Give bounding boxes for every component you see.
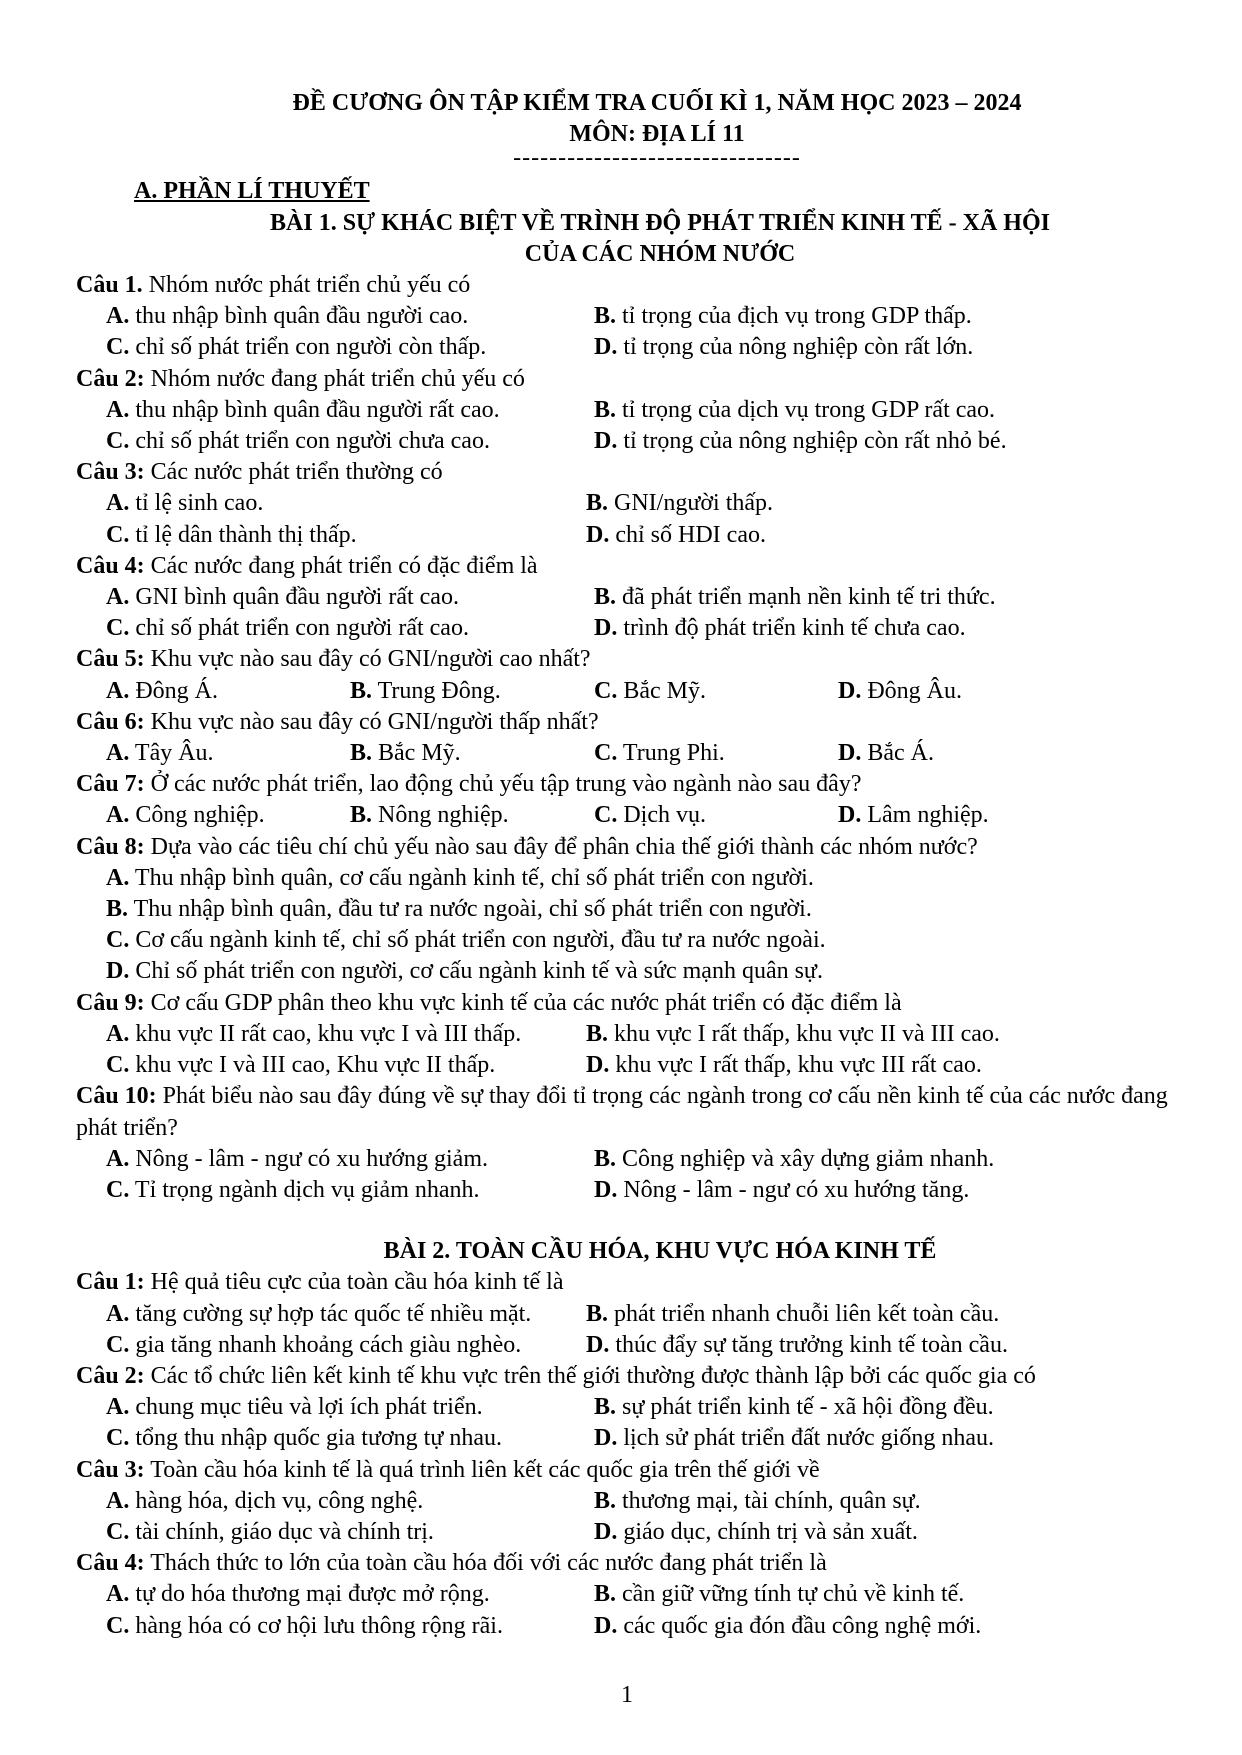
answer-options [76, 1486, 1182, 1548]
answer-option [106, 676, 350, 707]
question-label: Câu 7: [76, 771, 145, 798]
question-1 [76, 1267, 1182, 1298]
option-letter: D. [586, 1052, 610, 1079]
question-text: Ở các nước phát triển, lao động chủ yếu tập trung vào ngành nào sau đây? [144, 771, 862, 798]
answer-option [106, 1299, 586, 1330]
answer-option [594, 426, 1182, 457]
question-8 [76, 832, 1182, 863]
answer-option [594, 301, 1182, 332]
option-text: Dịch vụ. [617, 802, 706, 829]
question-label: Câu 6: [76, 708, 145, 735]
answer-option [106, 1611, 594, 1642]
option-letter: C. [106, 334, 130, 361]
question-9 [76, 988, 1182, 1019]
option-text: chỉ số phát triển con người chưa cao. [129, 428, 490, 455]
answer-option [838, 738, 1182, 769]
option-text: chỉ số HDI cao. [609, 521, 766, 548]
option-text: tỉ trọng của dịch vụ trong GDP rất cao. [616, 396, 996, 423]
answer-option [594, 582, 1182, 613]
option-text: Công nghiệp và xây dựng giảm nhanh. [616, 1145, 995, 1172]
title-separator: -------------------------------- [513, 145, 801, 172]
option-text: tỉ lệ dân thành thị thấp. [129, 521, 357, 548]
answer-option [106, 426, 594, 457]
answer-option [586, 1050, 1182, 1081]
option-text: Nông - lâm - ngư có xu hướng tăng. [617, 1176, 970, 1203]
answer-option [106, 395, 594, 426]
option-text: khu vực I và III cao, Khu vực II thấp. [129, 1052, 496, 1079]
option-letter: D. [594, 1425, 618, 1452]
question-label: Câu 3: [76, 1456, 145, 1483]
option-letter: C. [106, 428, 130, 455]
answer-option [594, 800, 838, 831]
option-letter: C. [106, 615, 130, 642]
question-text: Khu vực nào sau đây có GNI/người thấp nhất? [144, 708, 599, 735]
option-letter: C. [106, 927, 130, 954]
option-letter: A. [106, 802, 130, 829]
answer-options [76, 738, 1182, 769]
question-label: Câu 5: [76, 646, 145, 673]
option-letter: A. [106, 677, 130, 704]
answer-option [106, 1423, 594, 1454]
option-letter: B. [594, 1394, 617, 1421]
option-text: tài chính, giáo dục và chính trị. [129, 1518, 434, 1545]
option-text: Trung Phi. [617, 740, 725, 767]
answer-option [106, 925, 1182, 956]
question-6 [76, 707, 1182, 738]
option-text: các quốc gia đón đầu công nghệ mới. [617, 1612, 982, 1639]
answer-option [106, 301, 594, 332]
answer-option [594, 613, 1182, 644]
answer-option [594, 1579, 1182, 1610]
answer-option [106, 1330, 586, 1361]
option-text: tỉ trọng của nông nghiệp còn rất nhỏ bé. [617, 428, 1007, 455]
option-letter: A. [106, 740, 130, 767]
option-letter: A. [106, 584, 130, 611]
answer-option [106, 332, 594, 363]
option-text: Thu nhập bình quân, cơ cấu ngành kinh tế, chỉ số phát triển con người. [129, 864, 814, 891]
option-text: lịch sử phát triển đất nước giống nhau. [617, 1425, 994, 1452]
answer-option [350, 800, 594, 831]
option-letter: C. [106, 1612, 130, 1639]
answer-option [594, 1486, 1182, 1517]
lesson-2-title: BÀI 2. TOÀN CẦU HÓA, KHU VỰC HÓA KINH TẾ [383, 1238, 937, 1265]
answer-option [106, 1175, 594, 1206]
option-text: hàng hóa, dịch vụ, công nghệ. [129, 1487, 424, 1514]
option-text: GNI/người thấp. [608, 490, 774, 517]
answer-option [106, 1517, 594, 1548]
question-text: Thách thức to lớn của toàn cầu hóa đối với các nước đang phát triển là [144, 1550, 827, 1577]
answer-option [594, 1144, 1182, 1175]
answer-option [838, 676, 1182, 707]
option-text: tổng thu nhập quốc gia tương tự nhau. [129, 1425, 502, 1452]
option-text: Công nghiệp. [129, 802, 265, 829]
option-letter: A. [106, 1394, 130, 1421]
page-number: 1 [621, 1682, 633, 1708]
option-letter: B. [594, 584, 617, 611]
option-letter: A. [106, 396, 130, 423]
option-text: tỉ trọng của địch vụ trong GDP thấp. [616, 303, 972, 330]
option-text: thương mại, tài chính, quân sự. [616, 1487, 921, 1514]
answer-option [586, 520, 1182, 551]
question-text: Các nước đang phát triển có đặc điểm là [144, 552, 538, 579]
option-letter: A. [106, 1581, 130, 1608]
option-text: thu nhập bình quân đầu người cao. [129, 303, 469, 330]
option-letter: D. [594, 428, 618, 455]
answer-option [106, 738, 350, 769]
question-text: Khu vực nào sau đây có GNI/người cao nhất? [144, 646, 591, 673]
option-letter: D. [838, 740, 862, 767]
answer-option [594, 1517, 1182, 1548]
option-letter: A. [106, 303, 130, 330]
answer-options [76, 1299, 1182, 1361]
question-3 [76, 1455, 1182, 1486]
option-letter: D. [594, 615, 618, 642]
option-letter: B. [594, 1487, 617, 1514]
option-text: Đông Á. [129, 677, 219, 704]
answer-options [76, 863, 1182, 988]
option-letter: A. [106, 490, 130, 517]
option-text: Chỉ số phát triển con người, cơ cấu ngành kinh tế và sức mạnh quân sự. [129, 958, 823, 985]
option-text: khu vực I rất thấp, khu vực II và III cao. [608, 1020, 1000, 1047]
option-letter: D. [586, 1331, 610, 1358]
option-letter: C. [594, 677, 618, 704]
option-letter: B. [594, 303, 617, 330]
answer-option [586, 488, 1182, 519]
question-text: Hệ quả tiêu cực của toàn cầu hóa kinh tế là [144, 1269, 564, 1296]
answer-option [350, 676, 594, 707]
question-label: Câu 9: [76, 989, 145, 1016]
answer-options [76, 1144, 1182, 1206]
option-letter: D. [594, 334, 618, 361]
answer-option [594, 1175, 1182, 1206]
question-3 [76, 457, 1182, 488]
answer-option [106, 1050, 586, 1081]
option-text: Bắc Mỹ. [617, 677, 706, 704]
option-letter: C. [106, 1331, 130, 1358]
question-label: Câu 8: [76, 833, 145, 860]
answer-options [76, 676, 1182, 707]
question-label: Câu 4: [76, 1550, 145, 1577]
answer-option [106, 800, 350, 831]
option-letter: D. [838, 802, 862, 829]
option-text: giáo dục, chính trị và sản xuất. [617, 1518, 918, 1545]
option-letter: C. [594, 740, 618, 767]
option-text: hàng hóa có cơ hội lưu thông rộng rãi. [129, 1612, 503, 1639]
answer-option [594, 1392, 1182, 1423]
question-4 [76, 551, 1182, 582]
answer-option [106, 956, 1182, 987]
option-text: Tỉ trọng ngành dịch vụ giảm nhanh. [129, 1176, 480, 1203]
option-letter: B. [106, 896, 129, 923]
option-text: Nông - lâm - ngư có xu hướng giảm. [129, 1145, 488, 1172]
answer-option [106, 894, 1182, 925]
option-letter: D. [594, 1612, 618, 1639]
question-text: Các nước phát triển thường có [144, 459, 443, 486]
answer-option [586, 1019, 1182, 1050]
answer-option [586, 1330, 1182, 1361]
answer-option [106, 582, 594, 613]
answer-option [594, 676, 838, 707]
question-label: Câu 3: [76, 459, 145, 486]
answer-options [76, 1019, 1182, 1081]
option-text: tự do hóa thương mại được mở rộng. [129, 1581, 490, 1608]
option-letter: B. [350, 740, 373, 767]
option-letter: D. [838, 677, 862, 704]
option-letter: C. [106, 1518, 130, 1545]
answer-option [594, 1611, 1182, 1642]
question-4 [76, 1548, 1182, 1579]
answer-option [586, 1299, 1182, 1330]
answer-options [76, 1392, 1182, 1454]
subject-title: MÔN: ĐỊA LÍ 11 [569, 121, 745, 148]
question-2 [76, 1361, 1182, 1392]
option-text: thu nhập bình quân đầu người rất cao. [129, 396, 500, 423]
option-text: gia tăng nhanh khoảng cách giàu nghèo. [129, 1331, 522, 1358]
option-letter: A. [106, 1300, 130, 1327]
answer-options [76, 1579, 1182, 1641]
lesson-1-questions [76, 270, 1182, 1206]
option-letter: C. [594, 802, 618, 829]
option-text: tỉ trọng của nông nghiệp còn rất lớn. [617, 334, 974, 361]
option-text: trình độ phát triển kinh tế chưa cao. [617, 615, 966, 642]
lesson-1-title-line1: BÀI 1. SỰ KHÁC BIỆT VỀ TRÌNH ĐỘ PHÁT TRIỂN KINH TẾ - XÃ HỘI [270, 209, 1050, 236]
option-letter: B. [586, 490, 609, 517]
answer-option [350, 738, 594, 769]
option-text: Bắc Á. [861, 740, 934, 767]
option-letter: B. [350, 677, 373, 704]
option-text: thúc đẩy sự tăng trưởng kinh tế toàn cầu. [609, 1331, 1008, 1358]
question-1 [76, 270, 1182, 301]
answer-option [106, 1019, 586, 1050]
option-text: cần giữ vững tính tự chủ về kinh tế. [616, 1581, 965, 1608]
option-letter: A. [106, 1487, 130, 1514]
answer-options [76, 800, 1182, 831]
option-letter: B. [594, 1581, 617, 1608]
answer-option [106, 1144, 594, 1175]
answer-option [106, 520, 586, 551]
question-text: Dựa vào các tiêu chí chủ yếu nào sau đây để phân chia thế giới thành các nhóm nước? [144, 833, 978, 860]
answer-option [594, 1423, 1182, 1454]
option-letter: A. [106, 864, 130, 891]
question-label: Câu 10: [76, 1083, 157, 1110]
option-text: Lâm nghiệp. [861, 802, 989, 829]
question-7 [76, 769, 1182, 800]
question-5 [76, 644, 1182, 675]
option-text: phát triển nhanh chuỗi liên kết toàn cầu. [608, 1300, 1000, 1327]
option-letter: A. [106, 1145, 130, 1172]
option-letter: C. [106, 1176, 130, 1203]
option-text: chỉ số phát triển con người còn thấp. [129, 334, 487, 361]
answer-options [76, 488, 1182, 550]
answer-option [838, 800, 1182, 831]
answer-option [106, 613, 594, 644]
option-text: tỉ lệ sinh cao. [129, 490, 264, 517]
option-text: Trung Đông. [372, 677, 501, 704]
question-text: Các tổ chức liên kết kinh tế khu vực trên thế giới thường được thành lập bởi các quốc gia có [144, 1362, 1036, 1389]
answer-option [106, 1392, 594, 1423]
option-letter: C. [106, 1052, 130, 1079]
option-text: chỉ số phát triển con người rất cao. [129, 615, 469, 642]
option-letter: A. [106, 1020, 130, 1047]
question-text: Nhóm nước đang phát triển chủ yếu có [144, 365, 525, 392]
option-text: Thu nhập bình quân, đầu tư ra nước ngoài, chỉ số phát triển con người. [128, 896, 812, 923]
question-text: Toàn cầu hóa kinh tế là quá trình liên kết các quốc gia trên thế giới về [144, 1456, 820, 1483]
option-letter: C. [106, 1425, 130, 1452]
option-text: GNI bình quân đầu người rất cao. [129, 584, 459, 611]
document-title: ĐỀ CƯƠNG ÔN TẬP KIỂM TRA CUỐI KÌ 1, NĂM HỌC 2023 – 2024 [292, 90, 1022, 116]
question-10 [76, 1081, 1182, 1143]
option-text: Bắc Mỹ. [372, 740, 461, 767]
question-text: Phát biểu nào sau đây đúng về sự thay đổi tỉ trọng các ngành trong cơ cấu nền kinh tế của các nước đang phát triển? [76, 1083, 1168, 1141]
answer-option [594, 738, 838, 769]
option-letter: B. [586, 1300, 609, 1327]
answer-option [106, 488, 586, 519]
option-letter: D. [106, 958, 130, 985]
option-text: tăng cường sự hợp tác quốc tế nhiều mặt. [129, 1300, 532, 1327]
answer-options [76, 582, 1182, 644]
answer-option [106, 1486, 594, 1517]
option-text: chung mục tiêu và lợi ích phát triển. [129, 1394, 483, 1421]
answer-option [106, 1579, 594, 1610]
option-letter: B. [586, 1020, 609, 1047]
answer-option [106, 863, 1182, 894]
option-text: Đông Âu. [861, 677, 963, 704]
answer-option [594, 395, 1182, 426]
question-label: Câu 1: [76, 1269, 145, 1296]
question-label: Câu 2: [76, 1362, 145, 1389]
option-letter: B. [594, 396, 617, 423]
option-text: đã phát triển mạnh nền kinh tế tri thức. [616, 584, 996, 611]
question-label: Câu 2: [76, 365, 145, 392]
option-letter: B. [350, 802, 373, 829]
option-letter: C. [106, 521, 130, 548]
question-2 [76, 364, 1182, 395]
option-text: khu vực II rất cao, khu vực I và III thấp. [129, 1020, 522, 1047]
lesson-1-title-line2: CỦA CÁC NHÓM NƯỚC [524, 240, 796, 267]
question-label: Câu 4: [76, 552, 145, 579]
option-text: Cơ cấu ngành kinh tế, chỉ số phát triển con người, đầu tư ra nước ngoài. [129, 927, 826, 954]
option-letter: D. [594, 1518, 618, 1545]
lesson-2-questions [76, 1267, 1182, 1641]
option-text: Nông nghiệp. [372, 802, 509, 829]
option-letter: B. [594, 1145, 617, 1172]
part-a-heading: A. PHẦN LÍ THUYẾT [134, 178, 370, 205]
answer-options [76, 395, 1182, 457]
question-text: Cơ cấu GDP phân theo khu vực kinh tế của các nước phát triển có đặc điểm là [144, 989, 902, 1016]
option-letter: D. [594, 1176, 618, 1203]
option-text: khu vực I rất thấp, khu vực III rất cao. [609, 1052, 982, 1079]
answer-options [76, 301, 1182, 363]
option-text: sự phát triển kinh tế - xã hội đồng đều. [616, 1394, 994, 1421]
option-text: Tây Âu. [129, 740, 214, 767]
answer-option [594, 332, 1182, 363]
option-letter: D. [586, 521, 610, 548]
question-label: Câu 1. [76, 272, 143, 299]
question-text: Nhóm nước phát triển chủ yếu có [142, 272, 471, 299]
